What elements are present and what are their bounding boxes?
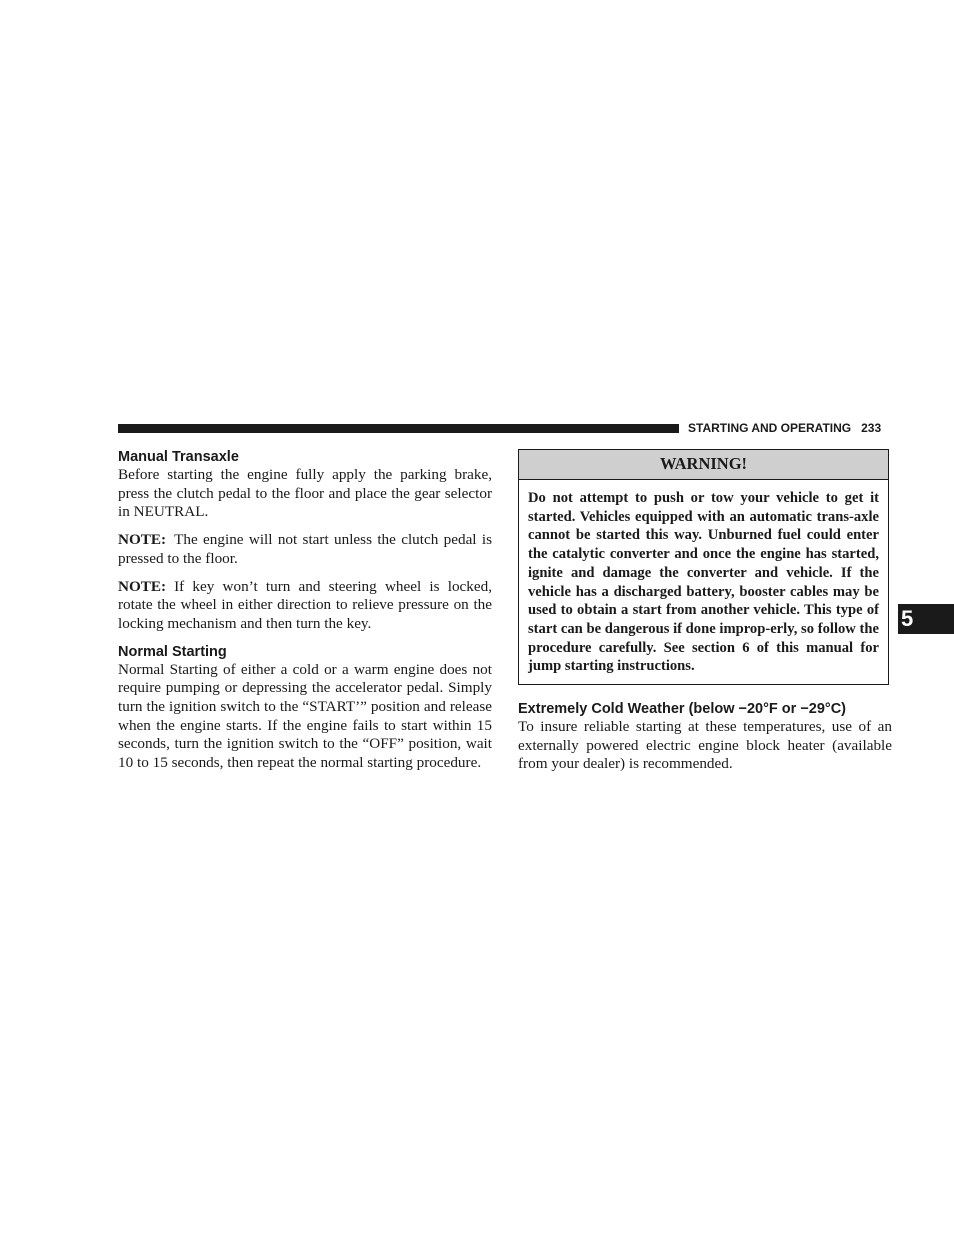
normal-starting-heading: Normal Starting — [118, 643, 227, 660]
header-rule — [118, 424, 679, 433]
note-label: NOTE: — [118, 531, 167, 549]
page-number: 233 — [861, 421, 882, 435]
warning-body: Do not attempt to push or tow your vehicle to get it started. Vehicles equipped with an automatic trans-axle cannot be started this way. Unburned fuel could enter the catalytic converter and once the engine has started, ignite and damage the converter and vehicle. If the vehicle has a discharged battery, booster cables may be used to obtain a start from another vehicle. This type of start can be dangerous if done improp-erly, so follow the procedure carefully. See section 6 of this manual for jump starting instructions. — [528, 490, 879, 675]
note-steering-lock — [118, 578, 492, 634]
section-tab: 5 — [898, 604, 954, 634]
section-title: STARTING AND OPERATING — [688, 421, 852, 435]
running-header — [688, 420, 891, 436]
manual-transaxle-heading: Manual Transaxle — [118, 449, 239, 465]
note-label: NOTE: — [118, 577, 167, 595]
cold-weather-body: To insure reliable starting at these temperatures, use of an externally powered electric engine block heater (available from your dealer) is recommended. — [518, 718, 892, 773]
right-column — [518, 448, 892, 774]
warning-box — [518, 449, 889, 685]
warning-title: WARNING! — [519, 450, 888, 480]
note-clutch — [118, 531, 492, 568]
left-column — [118, 448, 492, 773]
note-text: The engine will not start unless the clutch pedal is pressed to the floor. — [118, 531, 492, 567]
manual-transaxle-body: Before starting the engine fully apply the parking brake, press the clutch pedal to the floor and place the gear selector in NEUTRAL. — [118, 466, 492, 521]
cold-weather-heading: Extremely Cold Weather (below −20°F or −29°C) — [518, 701, 847, 718]
normal-starting-body: Normal Starting of either a cold or a warm engine does not require pumping or depressing the accelerator pedal. Simply turn the ignition switch to the “START’” position and release when the engine starts. If the engine fails to start within 15 seconds, turn the ignition switch to the “OFF” position, wait 10 to 15 seconds, then repeat the normal starting procedure. — [118, 660, 492, 772]
note-text: If key won’t turn and steering wheel is locked, rotate the wheel in either direction to relieve pressure on the locking mechanism and then turn the key. — [118, 577, 492, 632]
